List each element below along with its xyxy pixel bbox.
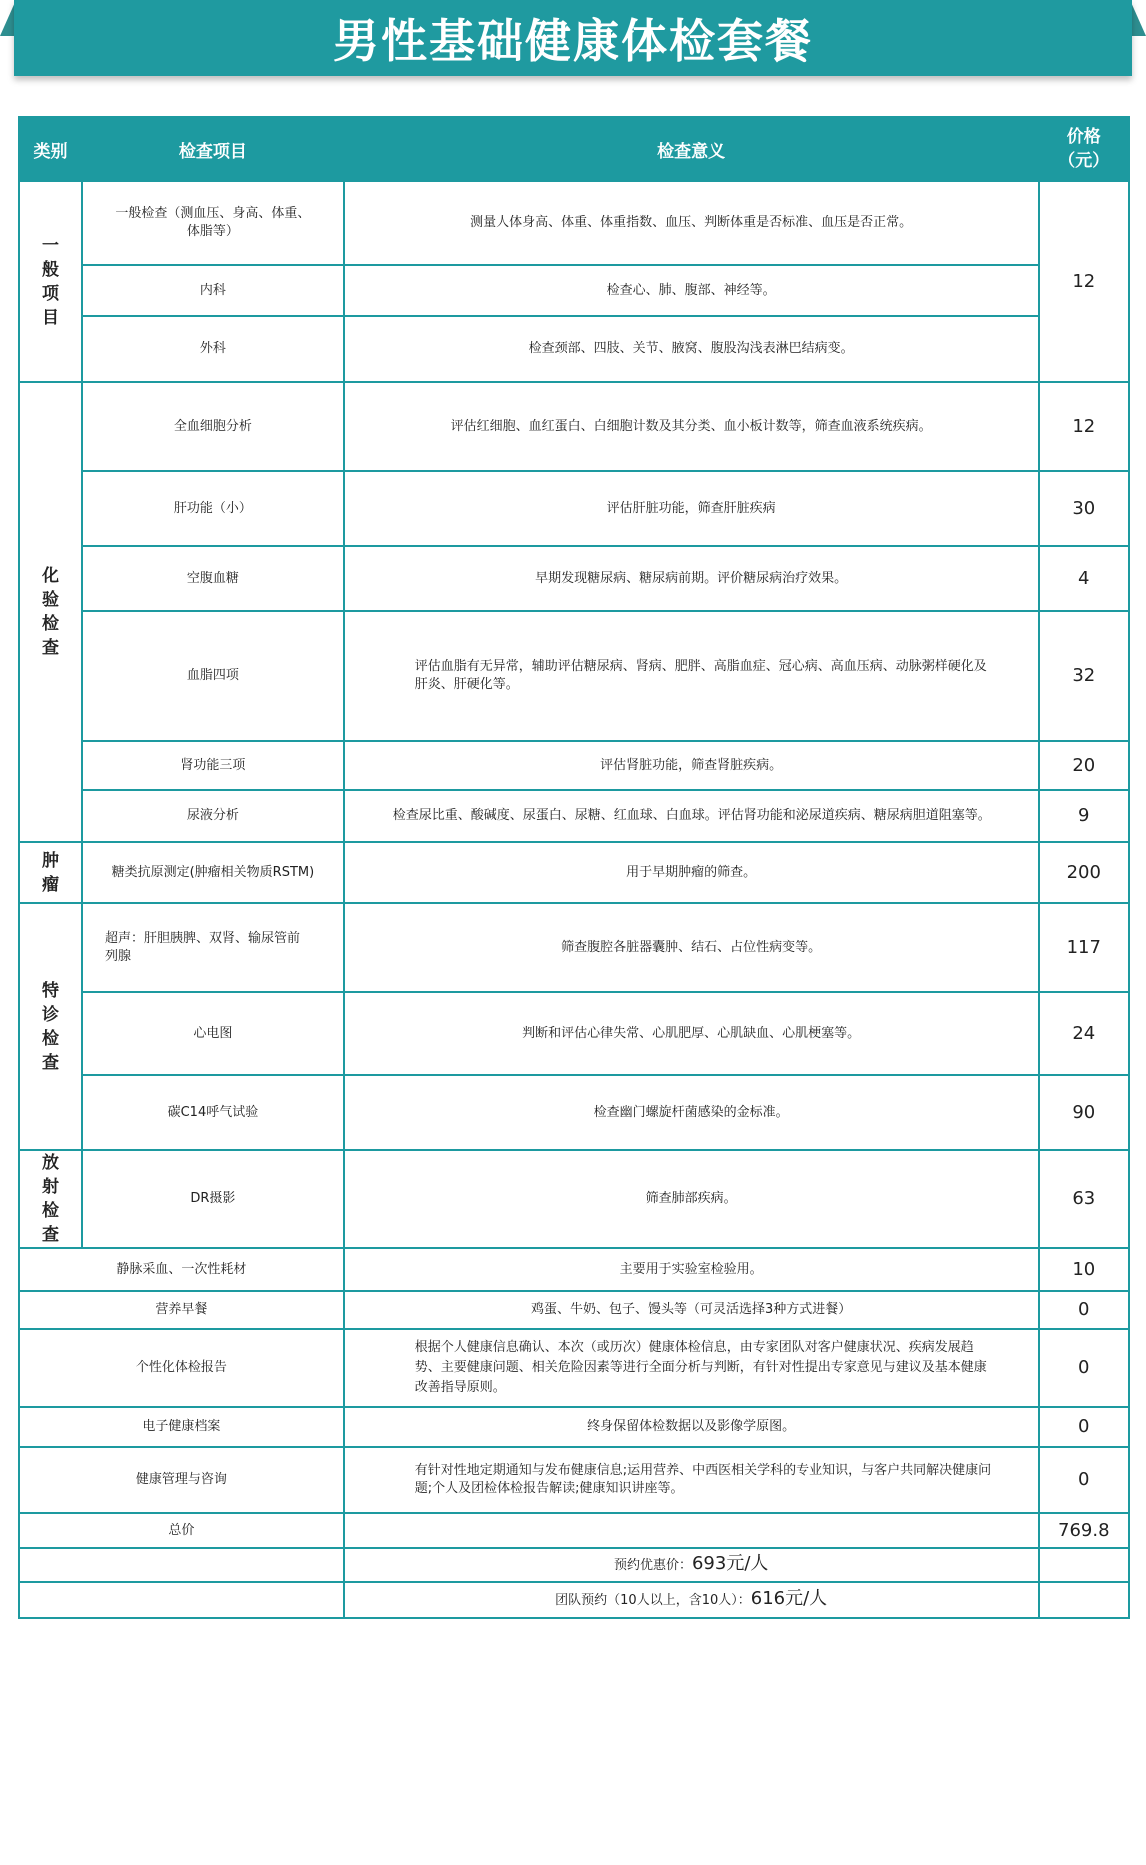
table-row <box>19 1248 1129 1291</box>
price-cell: 4 <box>1039 546 1129 611</box>
booking-price-cell <box>344 1548 1039 1582</box>
item-cell: 外科 <box>82 316 344 382</box>
item-cell: 全血细胞分析 <box>82 382 344 471</box>
price-cell: 30 <box>1039 471 1129 546</box>
meaning-cell: 有针对性地定期通知与发布健康信息;运用营养、中西医相关学科的专业知识，与客户共同解决健康问题;个人及团检体检报告解读;健康知识讲座等。 <box>344 1447 1039 1513</box>
table-row <box>19 1075 1129 1150</box>
table-row <box>19 265 1129 316</box>
table-row <box>19 1407 1129 1447</box>
table-row <box>19 1291 1129 1329</box>
booking-empty-cell <box>19 1548 344 1582</box>
meaning-cell: 终身保留体检数据以及影像学原图。 <box>344 1407 1039 1447</box>
group-price-label: 团队预约（10人以上，含10人）： <box>555 1593 751 1608</box>
item-cell: 心电图 <box>82 992 344 1075</box>
item-cell: 个性化体检报告 <box>19 1329 344 1407</box>
meaning-cell: 鸡蛋、牛奶、包子、馒头等（可灵活选择3种方式进餐） <box>344 1291 1039 1329</box>
table-row <box>19 903 1129 992</box>
meaning-cell: 检查尿比重、酸碱度、尿蛋白、尿糖、红血球、白血球。评估肾功能和泌尿道疾病、糖尿病胆道阻塞等。 <box>344 790 1039 842</box>
group-price-row <box>19 1582 1129 1618</box>
item-cell: 碳C14呼气试验 <box>82 1075 344 1150</box>
meaning-cell: 评估红细胞、血红蛋白、白细胞计数及其分类、血小板计数等，筛查血液系统疾病。 <box>344 382 1039 471</box>
item-cell: 肝功能（小） <box>82 471 344 546</box>
total-value: 769.8 <box>1039 1513 1129 1548</box>
price-cell: 0 <box>1039 1291 1129 1329</box>
meaning-cell: 检查幽门螺旋杆菌感染的金标准。 <box>344 1075 1039 1150</box>
price-cell: 90 <box>1039 1075 1129 1150</box>
price-cell: 12 <box>1039 181 1129 382</box>
table-header-row <box>19 117 1129 181</box>
header-price <box>1039 117 1129 181</box>
price-cell: 200 <box>1039 842 1129 903</box>
price-cell: 12 <box>1039 382 1129 471</box>
category-cell-lab: 化验检查 <box>19 382 82 842</box>
item-cell: 营养早餐 <box>19 1291 344 1329</box>
meaning-cell: 根据个人健康信息确认、本次（或历次）健康体检信息，由专家团队对客户健康状况、疾病发展趋势、主要健康问题、相关危险因素等进行全面分析与判断，有针对性提出专家意见与建议及基本健康改善指导原则。 <box>344 1329 1039 1407</box>
meaning-cell: 评估血脂有无异常，辅助评估糖尿病、肾病、肥胖、高脂血症、冠心病、高血压病、动脉粥样硬化及肝炎、肝硬化等。 <box>344 611 1039 741</box>
table-row <box>19 1150 1129 1248</box>
meaning-cell: 筛查肺部疾病。 <box>344 1150 1039 1248</box>
item-cell: 静脉采血、一次性耗材 <box>19 1248 344 1291</box>
table-row <box>19 546 1129 611</box>
table-row <box>19 741 1129 790</box>
table-row <box>19 1447 1129 1513</box>
table-row <box>19 790 1129 842</box>
item-cell: DR摄影 <box>82 1150 344 1248</box>
header-item: 检查项目 <box>82 117 344 181</box>
booking-empty-price-cell <box>1039 1548 1129 1582</box>
meaning-cell: 检查心、肺、腹部、神经等。 <box>344 265 1039 316</box>
item-cell: 血脂四项 <box>82 611 344 741</box>
item-cell: 电子健康档案 <box>19 1407 344 1447</box>
group-price-value: 616元/人 <box>750 1588 828 1609</box>
item-cell: 糖类抗原测定(肿瘤相关物质RSTM) <box>82 842 344 903</box>
table-row <box>19 316 1129 382</box>
table-row <box>19 842 1129 903</box>
header-price-label: 价格 <box>1066 127 1101 147</box>
meaning-cell: 判断和评估心律失常、心肌肥厚、心肌缺血、心肌梗塞等。 <box>344 992 1039 1075</box>
item-cell: 超声：肝胆胰脾、双肾、输尿管前列腺 <box>82 903 344 992</box>
price-cell: 63 <box>1039 1150 1129 1248</box>
category-cell-radiology: 放射检查 <box>19 1150 82 1248</box>
header-meaning: 检查意义 <box>344 117 1039 181</box>
price-cell: 24 <box>1039 992 1129 1075</box>
table-row <box>19 382 1129 471</box>
total-empty-cell <box>344 1513 1039 1548</box>
price-cell: 0 <box>1039 1447 1129 1513</box>
header-category: 类别 <box>19 117 82 181</box>
price-cell: 117 <box>1039 903 1129 992</box>
price-cell: 0 <box>1039 1329 1129 1407</box>
table-row <box>19 181 1129 265</box>
meaning-cell: 测量人体身高、体重、体重指数、血压、判断体重是否标准、血压是否正常。 <box>344 181 1039 265</box>
booking-price-row <box>19 1548 1129 1582</box>
price-cell: 9 <box>1039 790 1129 842</box>
total-label: 总价 <box>19 1513 344 1548</box>
title-banner <box>14 0 1132 76</box>
meaning-cell: 筛查腹腔各脏器囊肿、结石、占位性病变等。 <box>344 903 1039 992</box>
table-row <box>19 992 1129 1075</box>
meaning-cell: 评估肝脏功能，筛查肝脏疾病 <box>344 471 1039 546</box>
banner-right-fold <box>1130 0 1146 36</box>
booking-price-label: 预约优惠价： <box>613 1558 692 1573</box>
category-cell-special: 特诊检查 <box>19 903 82 1150</box>
meaning-cell: 评估肾脏功能，筛查肾脏疾病。 <box>344 741 1039 790</box>
item-cell: 健康管理与咨询 <box>19 1447 344 1513</box>
total-row <box>19 1513 1129 1548</box>
category-cell-general: 一般项目 <box>19 181 82 382</box>
item-cell: 肾功能三项 <box>82 741 344 790</box>
price-cell: 10 <box>1039 1248 1129 1291</box>
meaning-cell: 早期发现糖尿病、糖尿病前期。评价糖尿病治疗效果。 <box>344 546 1039 611</box>
item-cell: 空腹血糖 <box>82 546 344 611</box>
meaning-cell: 检查颈部、四肢、关节、腋窝、腹股沟浅表淋巴结病变。 <box>344 316 1039 382</box>
price-cell: 32 <box>1039 611 1129 741</box>
meaning-cell: 用于早期肿瘤的筛查。 <box>344 842 1039 903</box>
price-cell: 0 <box>1039 1407 1129 1447</box>
group-empty-price-cell <box>1039 1582 1129 1618</box>
meaning-cell: 主要用于实验室检验用。 <box>344 1248 1039 1291</box>
table-row <box>19 1329 1129 1407</box>
category-cell-tumor: 肿瘤 <box>19 842 82 903</box>
table-row <box>19 611 1129 741</box>
table-row <box>19 471 1129 546</box>
item-cell: 内科 <box>82 265 344 316</box>
checkup-table <box>18 116 1130 1619</box>
booking-price-value: 693元/人 <box>691 1553 769 1574</box>
header-price-unit: （元） <box>1058 151 1110 171</box>
group-empty-cell <box>19 1582 344 1618</box>
item-cell: 尿液分析 <box>82 790 344 842</box>
group-price-cell <box>344 1582 1039 1618</box>
item-cell: 一般检查（测血压、身高、体重、体脂等） <box>82 181 344 265</box>
price-cell: 20 <box>1039 741 1129 790</box>
page-title: 男性基础健康体检套餐 <box>333 14 813 68</box>
